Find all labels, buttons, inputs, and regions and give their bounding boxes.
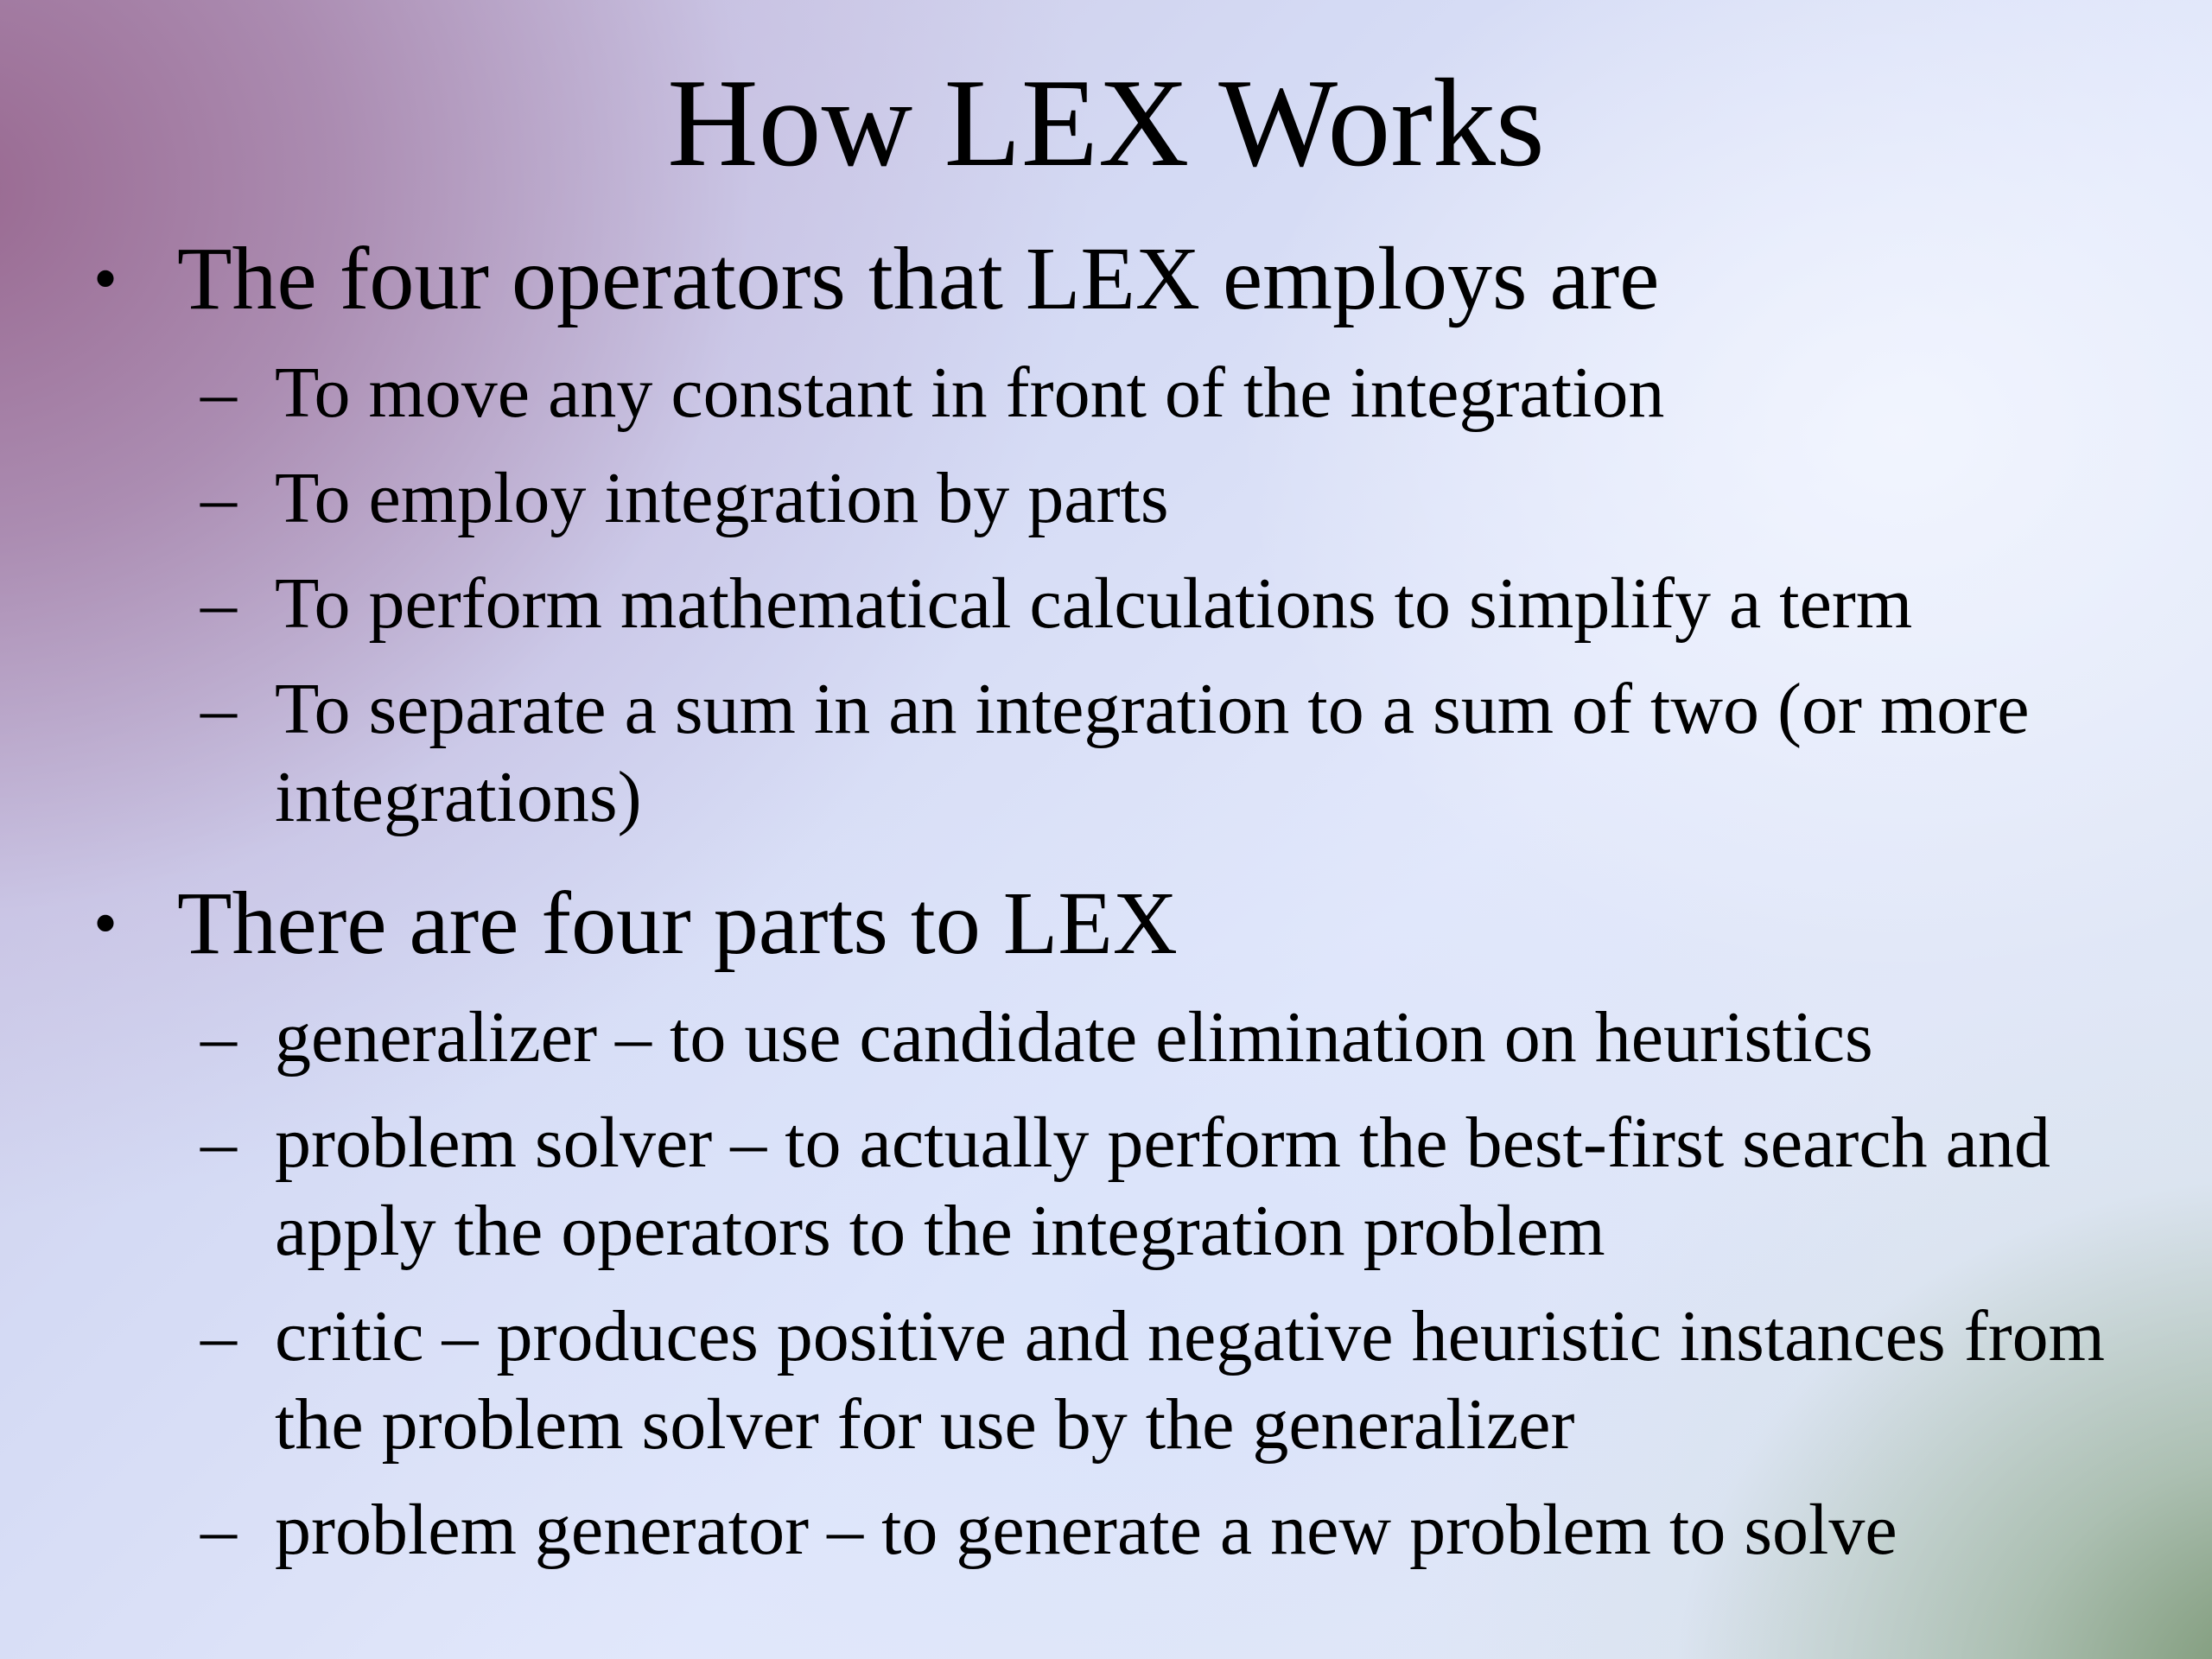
sub-item xyxy=(0,454,2212,543)
bullet-text: The four operators that LEX employs are xyxy=(177,229,1660,328)
sub-item xyxy=(0,349,2212,437)
bullet-icon: • xyxy=(93,241,118,317)
dash-icon: – xyxy=(200,669,237,749)
sub-item-text: To separate a sum in an integration to a sum of two (or more integrations) xyxy=(275,669,2030,837)
dash-icon: – xyxy=(200,1490,237,1570)
sub-item xyxy=(0,1099,2212,1275)
sub-item xyxy=(0,1486,2212,1574)
sub-item-text: problem solver – to actually perform the best-first search and apply the operators to the integration problem xyxy=(275,1103,2050,1271)
sub-item-text: To perform mathematical calculations to simplify a term xyxy=(275,563,1913,644)
sub-item xyxy=(0,560,2212,648)
slide-title: How LEX Works xyxy=(667,53,1545,193)
sub-item-text: critic – produces positive and negative heuristic instances from the problem solver for use by the generalizer xyxy=(275,1296,2106,1465)
slide-content xyxy=(0,226,2212,1574)
sub-item xyxy=(0,665,2212,842)
sub-item xyxy=(0,994,2212,1082)
dash-icon: – xyxy=(200,1103,237,1183)
dash-icon: – xyxy=(200,458,237,538)
dash-icon: – xyxy=(200,997,237,1077)
bullet-icon: • xyxy=(93,886,118,962)
sub-item-text: generalizer – to use candidate elimination on heuristics xyxy=(275,997,1873,1077)
sub-item-text: problem generator – to generate a new problem to solve xyxy=(275,1490,1897,1570)
bullet-item xyxy=(0,871,2212,976)
dash-icon: – xyxy=(200,563,237,644)
sub-item-text: To employ integration by parts xyxy=(275,458,1169,538)
sub-item-text: To move any constant in front of the integration xyxy=(275,353,1665,433)
dash-icon: – xyxy=(200,1296,237,1376)
dash-icon: – xyxy=(200,353,237,433)
bullet-text: There are four parts to LEX xyxy=(177,874,1178,973)
bullet-item xyxy=(0,226,2212,332)
sub-item xyxy=(0,1293,2212,1469)
